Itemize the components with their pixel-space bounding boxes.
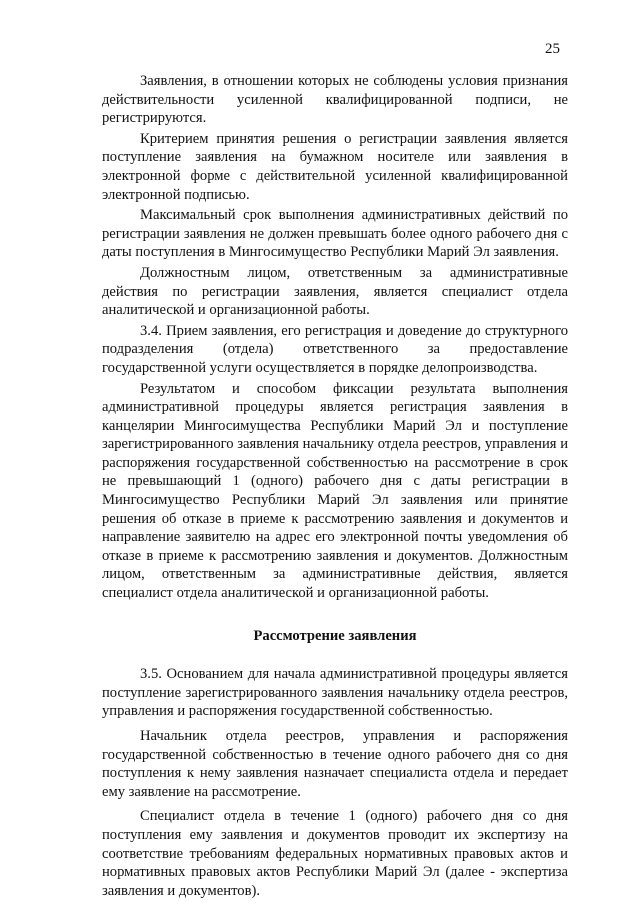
paragraph: Критерием принятия решения о регистрации заявления является поступление заявления на бумажном носителе или заявления в электронной форме с действительной усиленной квалифицированной электронной подписью. [102, 130, 568, 203]
paragraph: Начальник отдела реестров, управления и распоряжения государственной собственностью в течение одного рабочего дня со дня поступления к нему заявления назначает специалиста отдела и передает ему заявление на рассмотрение. [102, 728, 568, 800]
document-body [102, 72, 568, 902]
paragraph: 3.4. Прием заявления, его регистрация и доведение до структурного подразделения (отдела) ответственного за предоставление государственной услуги осуществляется в порядке делопроизводства. [102, 322, 568, 376]
paragraph: 3.5. Основанием для начала административной процедуры является поступление зарегистрированного заявления начальнику отдела реестров, управления и распоряжения государственной собственностью. [102, 666, 568, 720]
paragraph: Результатом и способом фиксации результата выполнения административной процедуры является регистрация заявления в канцелярии Мингосимущества Республики Марий Эл и поступление зарегистрированного заявления начальнику отдела реестров, управления и распоряжения государственной собственностью на рассмотрение в срок не превышающий 1 (одного) рабочего дня с даты регистрации в Мингосимущество Республики Марий Эл заявления или принятие решения об отказе в приеме к рассмотрению заявления и документов и направление заявителю на адрес его электронной почты уведомления об отказе в приеме к рассмотрению заявления и документов. Должностным лицом, ответственным за административные действия, является специалист отдела аналитической и организационной работы. [102, 380, 568, 602]
page-number: 25 [545, 41, 560, 57]
paragraph: Должностным лицом, ответственным за административные действия по регистрации заявления, является специалист отдела аналитической и организационной работы. [102, 264, 568, 319]
paragraph: Максимальный срок выполнения административных действий по регистрации заявления не должен превышать более одного рабочего дня с даты поступления в Мингосимущество Республики Марий Эл заявления. [102, 207, 568, 261]
paragraph: Специалист отдела в течение 1 (одного) рабочего дня со дня поступления ему заявления и документов проводит их экспертизу на соответствие требованиям федеральных нормативных правовых актов и нормативных правовых актов Республики Марий Эл (далее - экспертиза заявления и документов). [102, 808, 568, 899]
paragraph: Заявления, в отношении которых не соблюдены условия признания действительности усиленной квалифицированной подписи, не регистрируются. [102, 73, 568, 127]
section-heading: Рассмотрение заявления [253, 627, 417, 644]
